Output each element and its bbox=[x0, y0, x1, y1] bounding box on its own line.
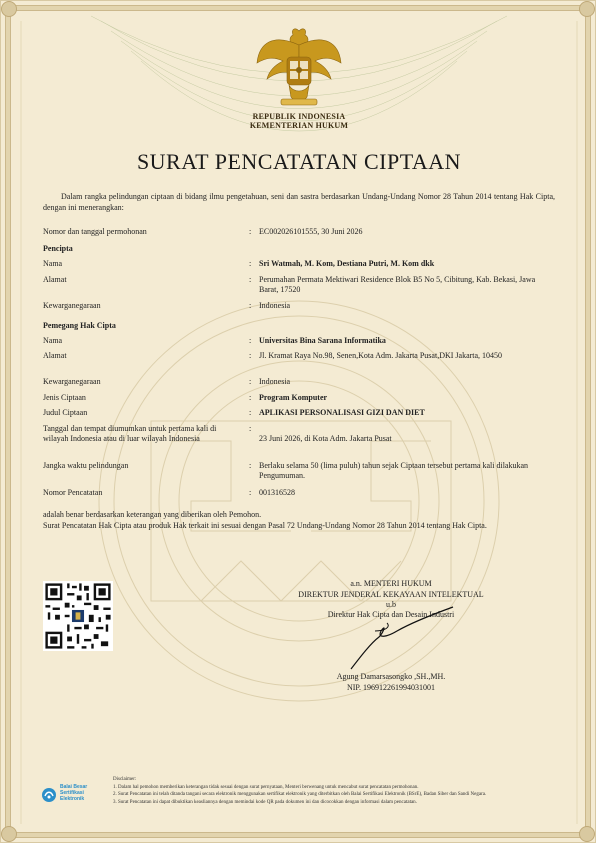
bsre-logo bbox=[41, 783, 111, 807]
intro-paragraph: Dalam rangka pelindungan ciptaan di bidang ilmu pengetahuan, seni dan sastra berdasarkan Undang-Undang Nomor 28 Tahun 2014 tentang Hak Cipta, dengan ini menerangkan: bbox=[43, 192, 555, 212]
header-ministry: KEMENTERIAN HUKUM bbox=[249, 121, 349, 130]
signatory-nip: NIP. 196912261994031001 bbox=[346, 683, 435, 692]
holder-name-label: Nama bbox=[43, 336, 63, 345]
signatory-ub: u.b bbox=[386, 600, 396, 609]
bsre-line3: Elektronik bbox=[60, 796, 85, 802]
holder-nationality-label: Kewarganegaraan bbox=[43, 377, 101, 386]
colon: : bbox=[249, 351, 252, 360]
document-title: SURAT PENCATATAN CIPTAAN bbox=[136, 149, 462, 174]
colon: : bbox=[249, 488, 252, 497]
creator-heading: Pencipta bbox=[43, 244, 73, 253]
bsre-line1: Balai Besar bbox=[60, 784, 88, 790]
bsre-line2: Sertifikasi bbox=[60, 790, 84, 796]
creator-address-label: Alamat bbox=[43, 275, 67, 284]
corner-ornament bbox=[579, 826, 595, 842]
creator-name-value: Sri Watmah, M. Kom, Destiana Putri, M. Kom dkk bbox=[259, 259, 435, 268]
signatory-director-general: DIREKTUR JENDERAL KEKAYAAN INTELEKTUAL bbox=[298, 590, 484, 599]
protection-duration-label: Jangka waktu pelindungan bbox=[43, 461, 129, 470]
colon: : bbox=[249, 424, 252, 433]
corner-ornament bbox=[1, 826, 17, 842]
disclaimer-item: 1. Dalam hal pemohon memberikan keterangan tidak sesuai dengan surat pernyataan, Menteri berwenang untuk mencabut surat pencatatan permohonan. bbox=[113, 784, 419, 790]
colon: : bbox=[249, 301, 252, 310]
record-number-label: Nomor Pencatatan bbox=[43, 488, 103, 497]
colon: : bbox=[249, 336, 252, 345]
closing-statement: adalah benar berdasarkan keterangan yang diberikan oleh Pemohon. bbox=[43, 510, 262, 519]
disclaimer-item: 2. Surat Pencatatan ini telah ditanda tangani secara elektronik menggunakan sertifikat elektronik yang diterbitkan oleh Balai Sertifikasi Elektronik (BSrE), Badan Siber dan Sandi Negara. bbox=[113, 792, 487, 797]
colon: : bbox=[249, 377, 252, 386]
work-type-label: Jenis Ciptaan bbox=[43, 393, 86, 402]
colon: : bbox=[249, 461, 252, 470]
header-country: REPUBLIK INDONESIA bbox=[252, 112, 346, 121]
handwritten-signature bbox=[341, 601, 461, 671]
corner-ornament bbox=[579, 1, 595, 17]
holder-nationality-value: Indonesia bbox=[259, 377, 291, 386]
verification-qr-code[interactable] bbox=[43, 581, 113, 651]
signatory-name: Agung Damarsasongko ,SH.,MH. bbox=[336, 672, 446, 681]
creator-nationality-value: Indonesia bbox=[259, 301, 291, 310]
disclaimer-heading: Disclaimer: bbox=[113, 777, 137, 782]
legal-basis-statement: Surat Pencatatan Hak Cipta atau produk Hak terkait ini sesuai dengan Pasal 72 Undang-Undang Nomor 28 Tahun 2014 tentang Hak Cipta. bbox=[43, 521, 487, 530]
holder-name-value: Universitas Bina Sarana Informatika bbox=[259, 336, 386, 345]
signatory-on-behalf: a.n. MENTERI HUKUM bbox=[350, 579, 432, 588]
colon: : bbox=[249, 227, 252, 236]
first-publication-value: 23 Juni 2026, di Kota Adm. Jakarta Pusat bbox=[259, 434, 392, 443]
creator-name-label: Nama bbox=[43, 259, 63, 268]
work-title-label: Judul Ciptaan bbox=[43, 408, 88, 417]
signatory-director: Direktur Hak Cipta dan Desain Industri bbox=[327, 610, 455, 619]
record-number-value: 001316528 bbox=[259, 488, 295, 497]
bsre-emblem-icon bbox=[41, 787, 57, 803]
creator-address-value: Perumahan Permata Mektiwari Residence Blok B5 No 5, Cibitung, Kab. Bekasi, Jawa Barat, 17520 bbox=[259, 275, 536, 294]
holder-address-label: Alamat bbox=[43, 351, 67, 360]
corner-ornament bbox=[1, 1, 17, 17]
creator-nationality-label: Kewarganegaraan bbox=[43, 301, 101, 310]
colon: : bbox=[249, 275, 252, 284]
work-title-value: APLIKASI PERSONALISASI GIZI DAN DIET bbox=[259, 408, 425, 417]
work-type-value: Program Komputer bbox=[259, 393, 328, 402]
application-value: EC002026101555, 30 Juni 2026 bbox=[259, 227, 363, 236]
colon: : bbox=[249, 259, 252, 268]
application-label: Nomor dan tanggal permohonan bbox=[43, 227, 147, 236]
disclaimer-item: 3. Surat Pencatatan ini dapat dibuktikan keasliannya dengan memindai kode QR pada dokumen ini dan dicocokkan dengan informasi dalam pencatatan. bbox=[113, 799, 417, 805]
holder-address-value: Jl. Kramat Raya No.98, Senen,Kota Adm. Jakarta Pusat,DKI Jakarta, 10450 bbox=[259, 351, 503, 360]
protection-duration-value: Berlaku selama 50 (lima puluh) tahun sejak Ciptaan tersebut pertama kali dilakukan Pengumuman. bbox=[259, 461, 529, 480]
colon: : bbox=[249, 408, 252, 417]
first-publication-label: Tanggal dan tempat diumumkan untuk pertama kali di wilayah Indonesia atau di luar wilayah Indonesia bbox=[43, 424, 217, 443]
holder-heading: Pemegang Hak Cipta bbox=[43, 321, 116, 330]
disclaimer bbox=[113, 776, 563, 806]
page-border bbox=[6, 6, 590, 837]
colon: : bbox=[249, 393, 252, 402]
garuda-emblem bbox=[253, 23, 345, 113]
